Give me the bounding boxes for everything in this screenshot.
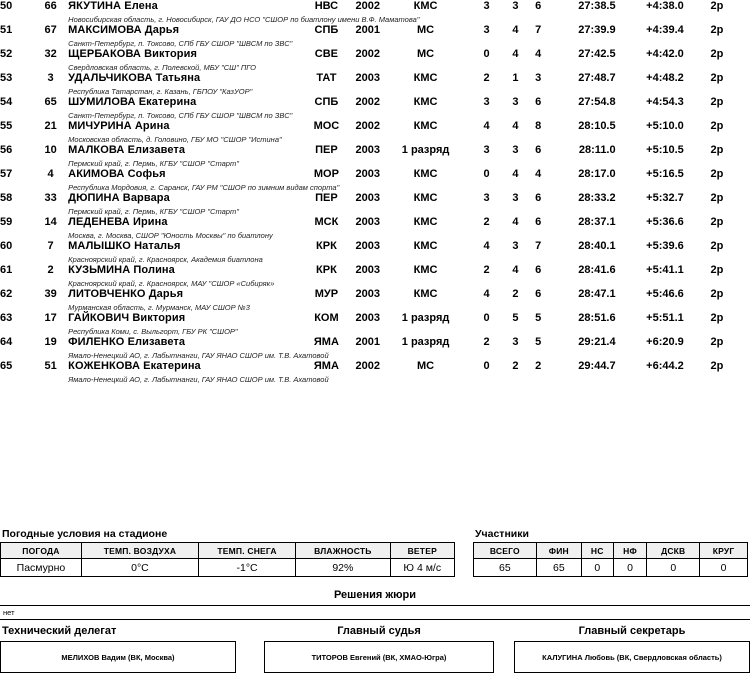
participants-value-finished: 65 <box>536 559 581 577</box>
points: 2р <box>710 216 724 228</box>
rank: 58 <box>0 192 13 204</box>
table-row[interactable] <box>0 264 750 288</box>
finish-time: 27:39.9 <box>578 24 616 36</box>
participants-table <box>473 542 748 577</box>
participants-value-total: 65 <box>474 559 537 577</box>
table-row[interactable] <box>0 120 750 144</box>
official-role: Главный секретарь <box>578 625 686 637</box>
finish-time: 28:41.6 <box>578 264 616 276</box>
bib-number: 67 <box>44 24 57 36</box>
rank: 64 <box>0 336 13 348</box>
region-code: СВЕ <box>314 48 339 60</box>
weather-panel <box>0 528 455 577</box>
athlete-name: ЛЕДЕНЕВА Ирина <box>68 216 168 228</box>
weather-value-row <box>1 559 455 577</box>
penalty-1: 2 <box>483 72 490 84</box>
points: 2р <box>710 24 724 36</box>
penalty-1: 3 <box>483 96 490 108</box>
table-row[interactable] <box>0 0 750 24</box>
athlete-club: Санкт-Петербург, п. Токсово, СПб ГБУ СШОР "ШВСМ по ЗВС" <box>68 111 293 120</box>
official-name: МЕЛИХОВ Вадим (ВК, Москва) <box>0 641 236 673</box>
athlete-name: МИЧУРИНА Арина <box>68 120 170 132</box>
bib-number: 65 <box>44 96 57 108</box>
points: 2р <box>710 264 724 276</box>
athlete-name: ЯКУТИНА Елена <box>68 0 158 12</box>
rank: 57 <box>0 168 13 180</box>
points: 2р <box>710 192 724 204</box>
time-behind: +6:44.2 <box>646 360 684 372</box>
points: 2р <box>710 144 724 156</box>
penalty-1: 4 <box>483 288 490 300</box>
penalty-2: 2 <box>512 288 519 300</box>
points: 2р <box>710 288 724 300</box>
participants-header-total: ВСЕГО <box>474 543 537 559</box>
athlete-name: ЩЕРБАКОВА Виктория <box>68 48 198 60</box>
time-behind: +5:10.5 <box>646 144 684 156</box>
finish-time: 28:17.0 <box>578 168 616 180</box>
finish-time: 27:42.5 <box>578 48 616 60</box>
rank: 56 <box>0 144 13 156</box>
region-code: ЯМА <box>313 360 339 372</box>
finish-time: 27:38.5 <box>578 0 616 12</box>
points: 2р <box>710 120 724 132</box>
penalty-1: 2 <box>483 336 490 348</box>
rank: 53 <box>0 72 13 84</box>
athlete-club: Красноярский край, г. Красноярск, МАУ "СШОР «Сибиряк» <box>68 279 275 288</box>
time-behind: +4:38.0 <box>646 0 684 12</box>
official-technical-delegate <box>0 625 236 673</box>
penalty-1: 3 <box>483 192 490 204</box>
weather-value-air-temp: 0°C <box>81 559 198 577</box>
time-behind: +5:10.0 <box>646 120 684 132</box>
table-row[interactable] <box>0 216 750 240</box>
rank: 62 <box>0 288 13 300</box>
finish-time: 28:11.0 <box>578 144 616 156</box>
athlete-name: МАЛЫШКО Наталья <box>68 240 181 252</box>
table-row[interactable] <box>0 192 750 216</box>
athlete-name: КОЖЕНКОВА Екатерина <box>68 360 201 372</box>
qualification: КМС <box>413 192 438 204</box>
penalty-total: 3 <box>535 72 542 84</box>
qualification: КМС <box>413 96 438 108</box>
participants-value-dsq: 0 <box>647 559 700 577</box>
table-row[interactable] <box>0 168 750 192</box>
penalty-2: 4 <box>512 24 519 36</box>
time-behind: +5:46.6 <box>646 288 684 300</box>
region-code: НВС <box>314 0 339 12</box>
athlete-name: УДАЛЬЧИКОВА Татьяна <box>68 72 201 84</box>
athlete-club: Ямало-Ненецкий АО, г. Лабытнанги, ГАУ ЯНАО СШОР им. Т.В. Ахатовой <box>68 351 329 360</box>
penalty-2: 5 <box>512 312 519 324</box>
penalty-2: 4 <box>512 216 519 228</box>
rank: 63 <box>0 312 13 324</box>
birth-year: 2003 <box>355 288 380 300</box>
region-code: ПЕР <box>315 192 338 204</box>
athlete-club: Республика Мордовия, г. Саранск, ГАУ РМ "СШОР по зимним видам спорта" <box>68 183 340 192</box>
rank: 54 <box>0 96 13 108</box>
penalty-1: 0 <box>483 48 490 60</box>
penalty-2: 4 <box>512 264 519 276</box>
table-row[interactable] <box>0 360 750 384</box>
region-code: КРК <box>316 264 337 276</box>
bib-number: 51 <box>44 360 57 372</box>
official-role: Главный судья <box>337 625 421 637</box>
region-code: ПЕР <box>315 144 338 156</box>
birth-year: 2003 <box>355 144 380 156</box>
official-chief-secretary <box>514 625 750 673</box>
points: 2р <box>710 312 724 324</box>
penalty-total: 6 <box>535 144 542 156</box>
official-role: Технический делегат <box>2 625 117 637</box>
penalty-total: 6 <box>535 264 542 276</box>
region-code: СПБ <box>314 96 339 108</box>
birth-year: 2003 <box>355 264 380 276</box>
official-chief-judge <box>264 625 494 673</box>
points: 2р <box>710 168 724 180</box>
time-behind: +5:41.1 <box>646 264 684 276</box>
birth-year: 2003 <box>355 216 380 228</box>
finish-time: 28:33.2 <box>578 192 616 204</box>
penalty-2: 2 <box>512 360 519 372</box>
finish-time: 29:21.4 <box>578 336 616 348</box>
summary-section <box>0 528 750 620</box>
weather-value-snow-temp: -1°C <box>198 559 295 577</box>
participants-header-dnf: НФ <box>613 543 647 559</box>
weather-value-humidity: 92% <box>296 559 390 577</box>
bib-number: 17 <box>44 312 57 324</box>
birth-year: 2003 <box>355 192 380 204</box>
bib-number: 7 <box>47 240 54 252</box>
jury-decisions-text: нет <box>0 605 750 620</box>
athlete-club: Красноярский край, г. Красноярск, Академия биатлона <box>68 255 263 264</box>
athlete-club: Ямало-Ненецкий АО, г. Лабытнанги, ГАУ ЯНАО СШОР им. Т.В. Ахатовой <box>68 375 329 384</box>
athlete-name: ШУМИЛОВА Екатерина <box>68 96 197 108</box>
region-code: МСК <box>314 216 339 228</box>
penalty-2: 3 <box>512 336 519 348</box>
qualification: КМС <box>413 264 438 276</box>
penalty-total: 5 <box>535 312 542 324</box>
official-name: КАЛУГИНА Любовь (ВК, Свердловская область) <box>514 641 750 673</box>
participants-header-finished: ФИН <box>536 543 581 559</box>
penalty-total: 6 <box>535 216 542 228</box>
penalty-2: 3 <box>512 96 519 108</box>
officials-section <box>0 625 750 673</box>
table-row[interactable] <box>0 96 750 120</box>
athlete-name: МАКСИМОВА Дарья <box>68 24 180 36</box>
qualification: 1 разряд <box>401 144 450 156</box>
birth-year: 2003 <box>355 240 380 252</box>
participants-title: Участники <box>475 528 529 540</box>
athlete-club: Пермский край, г. Пермь, КГБУ "СШОР "Старт" <box>68 159 239 168</box>
bib-number: 39 <box>44 288 57 300</box>
birth-year: 2002 <box>355 120 380 132</box>
athlete-club: Пермский край, г. Пермь, КГБУ "СШОР "Старт" <box>68 207 239 216</box>
bib-number: 66 <box>44 0 57 12</box>
finish-time: 28:10.5 <box>578 120 616 132</box>
table-row[interactable] <box>0 336 750 360</box>
penalty-2: 3 <box>512 0 519 12</box>
time-behind: +6:20.9 <box>646 336 684 348</box>
birth-year: 2002 <box>355 96 380 108</box>
region-code: ТАТ <box>316 72 337 84</box>
points: 2р <box>710 336 724 348</box>
summary-panels <box>0 528 750 577</box>
penalty-2: 4 <box>512 168 519 180</box>
athlete-club: Новосибирская область, г. Новосибирск, ГАУ ДО НСО "СШОР по биатлону имени В.Ф. Маматова" <box>68 15 420 24</box>
bib-number: 2 <box>47 264 54 276</box>
points: 2р <box>710 0 724 12</box>
birth-year: 2002 <box>355 48 380 60</box>
penalty-total: 8 <box>535 120 542 132</box>
qualification: КМС <box>413 72 438 84</box>
bib-number: 21 <box>44 120 57 132</box>
region-code: СПБ <box>314 24 339 36</box>
rank: 51 <box>0 24 13 36</box>
region-code: МОР <box>313 168 339 180</box>
region-code: КРК <box>316 240 337 252</box>
points: 2р <box>710 240 724 252</box>
region-code: МУР <box>314 288 339 300</box>
participants-header-dsq: ДСКВ <box>647 543 700 559</box>
official-name: ТИТОРОВ Евгений (ВК, ХМАО-Югра) <box>264 641 494 673</box>
athlete-club: Свердловская область, г. Полевской, МБУ "СШ" ПГО <box>68 63 256 72</box>
penalty-1: 3 <box>483 24 490 36</box>
table-row[interactable] <box>0 72 750 96</box>
time-behind: +5:32.7 <box>646 192 684 204</box>
bib-number: 19 <box>44 336 57 348</box>
finish-time: 28:37.1 <box>578 216 616 228</box>
qualification: КМС <box>413 168 438 180</box>
athlete-club: Московская область, д. Головино, ГБУ МО "СШОР "Истина" <box>68 135 282 144</box>
participants-value-row <box>474 559 748 577</box>
table-row[interactable] <box>0 24 750 48</box>
athlete-name: КУЗЬМИНА Полина <box>68 264 175 276</box>
participants-value-dns: 0 <box>581 559 613 577</box>
penalty-total: 6 <box>535 192 542 204</box>
penalty-total: 4 <box>535 168 542 180</box>
qualification: МС <box>417 360 435 372</box>
participants-panel <box>473 528 748 577</box>
birth-year: 2003 <box>355 168 380 180</box>
weather-header-row <box>1 543 455 559</box>
athlete-club: Санкт-Петербург, п. Токсово, СПб ГБУ СШОР "ШВСМ по ЗВС" <box>68 39 293 48</box>
rank: 52 <box>0 48 13 60</box>
table-row[interactable] <box>0 48 750 72</box>
participants-value-lapped: 0 <box>700 559 748 577</box>
penalty-total: 4 <box>535 48 542 60</box>
penalty-total: 6 <box>535 0 542 12</box>
time-behind: +5:51.1 <box>646 312 684 324</box>
qualification: КМС <box>413 288 438 300</box>
points: 2р <box>710 96 724 108</box>
weather-header-air-temp: ТЕМП. ВОЗДУХА <box>81 543 198 559</box>
penalty-1: 3 <box>483 0 490 12</box>
birth-year: 2001 <box>355 24 380 36</box>
qualification: КМС <box>413 240 438 252</box>
penalty-2: 3 <box>512 192 519 204</box>
athlete-name: ФИЛЕНКО Елизавета <box>68 336 186 348</box>
time-behind: +5:39.6 <box>646 240 684 252</box>
rank: 61 <box>0 264 13 276</box>
participants-header-dns: НС <box>581 543 613 559</box>
qualification: 1 разряд <box>401 336 450 348</box>
penalty-2: 3 <box>512 144 519 156</box>
birth-year: 2001 <box>355 336 380 348</box>
weather-header-condition: ПОГОДА <box>1 543 82 559</box>
time-behind: +4:54.3 <box>646 96 684 108</box>
penalty-1: 2 <box>483 264 490 276</box>
points: 2р <box>710 48 724 60</box>
athlete-name: ГАЙКОВИЧ Виктория <box>68 312 186 324</box>
birth-year: 2002 <box>355 360 380 372</box>
penalty-total: 6 <box>535 288 542 300</box>
participants-value-dnf: 0 <box>613 559 647 577</box>
penalty-total: 5 <box>535 336 542 348</box>
table-row[interactable] <box>0 144 750 168</box>
qualification: 1 разряд <box>401 312 450 324</box>
table-row[interactable] <box>0 288 750 312</box>
penalty-total: 7 <box>535 240 542 252</box>
time-behind: +5:36.6 <box>646 216 684 228</box>
bib-number: 32 <box>44 48 57 60</box>
penalty-1: 4 <box>483 240 490 252</box>
birth-year: 2003 <box>355 72 380 84</box>
athlete-club: Москва, г. Москва, СШОР "Юность Москвы" по биатлону <box>68 231 273 240</box>
bib-number: 14 <box>44 216 57 228</box>
bib-number: 10 <box>44 144 57 156</box>
penalty-1: 0 <box>483 312 490 324</box>
penalty-1: 2 <box>483 216 490 228</box>
finish-time: 28:40.1 <box>578 240 616 252</box>
finish-time: 28:51.6 <box>578 312 616 324</box>
qualification: КМС <box>413 120 438 132</box>
qualification: МС <box>417 48 435 60</box>
weather-value-wind: Ю 4 м/с <box>390 559 454 577</box>
weather-value-condition: Пасмурно <box>1 559 82 577</box>
penalty-1: 0 <box>483 360 490 372</box>
weather-header-wind: ВЕТЕР <box>390 543 454 559</box>
weather-title: Погодные условия на стадионе <box>2 528 168 540</box>
participants-header-row <box>474 543 748 559</box>
penalty-total: 2 <box>535 360 542 372</box>
finish-time: 27:48.7 <box>578 72 616 84</box>
birth-year: 2003 <box>355 312 380 324</box>
birth-year: 2002 <box>355 0 380 12</box>
rank: 55 <box>0 120 13 132</box>
qualification: КМС <box>413 216 438 228</box>
weather-table <box>0 542 455 577</box>
time-behind: +4:39.4 <box>646 24 684 36</box>
points: 2р <box>710 72 724 84</box>
athlete-club: Республика Коми, с. Выльгорт, ГБУ РК "СШОР" <box>68 327 238 336</box>
penalty-2: 1 <box>512 72 519 84</box>
finish-time: 29:44.7 <box>578 360 616 372</box>
jury-decisions-title: Решения жюри <box>333 589 417 601</box>
penalty-total: 6 <box>535 96 542 108</box>
qualification: МС <box>417 24 435 36</box>
athlete-name: ДЮПИНА Варвара <box>68 192 170 204</box>
athlete-name: АКИМОВА Софья <box>68 168 166 180</box>
weather-header-humidity: ВЛАЖНОСТЬ <box>296 543 390 559</box>
time-behind: +5:16.5 <box>646 168 684 180</box>
bib-number: 4 <box>47 168 54 180</box>
penalty-total: 7 <box>535 24 542 36</box>
bib-number: 3 <box>47 72 54 84</box>
finish-time: 27:54.8 <box>578 96 616 108</box>
region-code: ЯМА <box>313 336 339 348</box>
region-code: КОМ <box>314 312 339 324</box>
athlete-club: Республика Татарстан, г. Казань, ГБПОУ "КазУОР" <box>68 87 253 96</box>
penalty-2: 3 <box>512 240 519 252</box>
points: 2р <box>710 360 724 372</box>
table-row[interactable] <box>0 312 750 336</box>
qualification: КМС <box>413 0 438 12</box>
rank: 59 <box>0 216 13 228</box>
rank: 60 <box>0 240 13 252</box>
athlete-club: Мурманская область, г. Мурманск, МАУ СШОР №3 <box>68 303 250 312</box>
time-behind: +4:42.0 <box>646 48 684 60</box>
rank: 50 <box>0 0 13 12</box>
athlete-name: ЛИТОВЧЕНКО Дарья <box>68 288 184 300</box>
athlete-name: МАЛКОВА Елизавета <box>68 144 186 156</box>
penalty-1: 0 <box>483 168 490 180</box>
penalty-1: 4 <box>483 120 490 132</box>
time-behind: +4:48.2 <box>646 72 684 84</box>
bib-number: 33 <box>44 192 57 204</box>
region-code: МОС <box>313 120 340 132</box>
penalty-2: 4 <box>512 120 519 132</box>
penalty-2: 4 <box>512 48 519 60</box>
finish-time: 28:47.1 <box>578 288 616 300</box>
rank: 65 <box>0 360 13 372</box>
table-row[interactable] <box>0 240 750 264</box>
weather-header-snow-temp: ТЕМП. СНЕГА <box>198 543 295 559</box>
participants-header-lapped: КРУГ <box>700 543 748 559</box>
penalty-1: 3 <box>483 144 490 156</box>
